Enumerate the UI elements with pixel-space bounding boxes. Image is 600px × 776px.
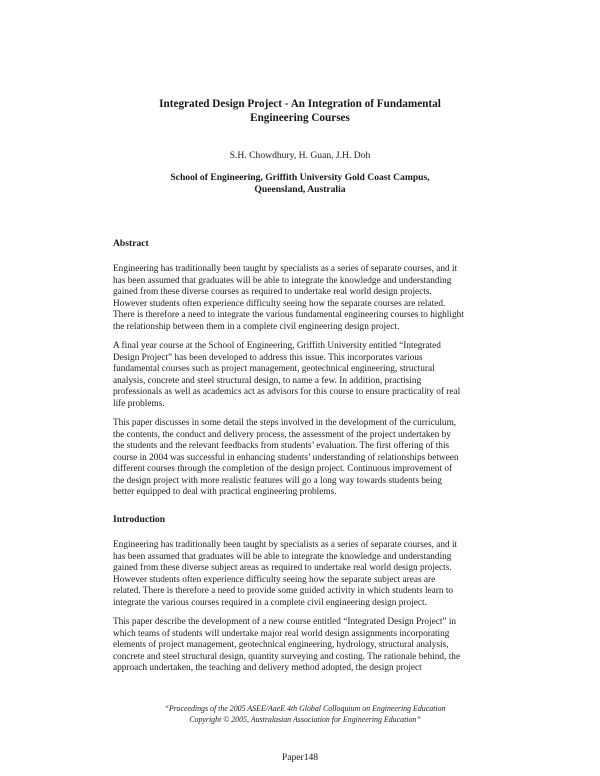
text-line: This paper describe the development of a new course entitled “Integrated Design Project” in	[113, 617, 457, 627]
abstract-paragraph-3	[113, 418, 491, 499]
text-line: However students often experience difficulty seeing how the separate subject areas are	[113, 574, 436, 585]
text-line: the contents, the conduct and delivery process, the assessment of the project undertaken by	[113, 429, 451, 440]
text-line: the design project with more realistic features will go a long way towards students being	[113, 475, 442, 486]
text-line: Engineering has traditionally been taught by specialists as a series of separate courses, and it	[113, 264, 458, 274]
affiliation	[110, 172, 490, 196]
text-line: gained from these diverse courses as required to undertake real world design projects.	[113, 287, 432, 298]
proceedings-footer	[110, 704, 500, 725]
text-line: A final year course at the School of Engineering, Griffith University entitled “Integrated	[113, 341, 441, 351]
text-line: concrete and steel structural design, quantity surveying and costing. The rationale behind, the	[113, 651, 461, 662]
abstract-paragraph-2	[113, 341, 491, 410]
text-line: gained from these diverse subject areas as required to undertake real world design projects.	[113, 563, 452, 574]
title-line: Integrated Design Project - An Integration of Fundamental	[159, 98, 441, 110]
authors: S.H. Chowdhury, H. Guan, J.H. Doh	[229, 150, 371, 161]
text-line: the relationship between them in a complete civil engineering design project.	[113, 321, 400, 332]
abstract-heading: Abstract	[113, 238, 149, 249]
text-line: course in 2004 was successful in enhancing students’ understanding of relationships between	[113, 452, 459, 463]
page-number: Paper148	[281, 752, 319, 763]
text-line: integrate the various courses required in a complete civil engineering design project.	[113, 597, 427, 608]
text-line: fundamental courses such as project management, geotechnical engineering, structural	[113, 364, 435, 375]
text-line: better equipped to deal with practical engineering problems.	[113, 487, 337, 498]
abstract-paragraph-1	[113, 264, 491, 333]
text-line: There is therefore a need to integrate the various fundamental engineering courses to highlight	[113, 310, 464, 321]
introduction-paragraph-2	[113, 617, 491, 675]
text-line: the students and the relevant feedbacks from students’ evaluation. The first offering of this	[113, 441, 450, 452]
text-line: life problems.	[113, 398, 165, 409]
introduction-paragraph-1	[113, 540, 491, 609]
footer-line: Copyright © 2005, Australasian Association for Engineering Education”	[189, 714, 421, 724]
title-line: Engineering Courses	[250, 112, 350, 124]
text-line: However students often experience difficulty seeing how the separate courses are related.	[113, 298, 446, 309]
text-line: related. There is therefore a need to provide some guided activity in which students learn to	[113, 586, 454, 597]
text-line: Design Project” has been developed to address this issue. This incorporates various	[113, 352, 423, 363]
text-line: professionals as well as academics act as advisors for this course to ensure practicality of real	[113, 387, 461, 398]
footer-line: “Proceedings of the 2005 ASEE/AaeE 4th Global Colloquium on Engineering Education	[164, 704, 446, 713]
text-line: different courses through the completion of the design project. Continuous improvement of	[113, 464, 453, 475]
text-line: has been assumed that graduates will be able to integrate the knowledge and understanding	[113, 551, 452, 562]
text-line: Engineering has traditionally been taught by specialists as a series of separate courses, and it	[113, 540, 458, 550]
affiliation-line: Queensland, Australia	[254, 184, 346, 195]
text-line: approach undertaken, the teaching and delivery method adopted, the design project	[113, 663, 422, 674]
affiliation-line: School of Engineering, Griffith University Gold Coast Campus,	[170, 172, 430, 183]
text-line: has been assumed that graduates will be able to integrate the knowledge and understanding	[113, 275, 452, 286]
text-line: This paper discusses in some detail the steps involved in the development of the curriculum,	[113, 418, 457, 428]
introduction-heading: Introduction	[113, 514, 166, 525]
paper-title	[110, 97, 490, 125]
text-line: elements of project management, geotechnical engineering, hydrology, structural analysis,	[113, 640, 449, 651]
text-line: analysis, concrete and steel structural design, to name a few. In addition, practising	[113, 375, 422, 386]
text-line: which teams of students will undertake major real world design assignments incorporating	[113, 628, 450, 639]
